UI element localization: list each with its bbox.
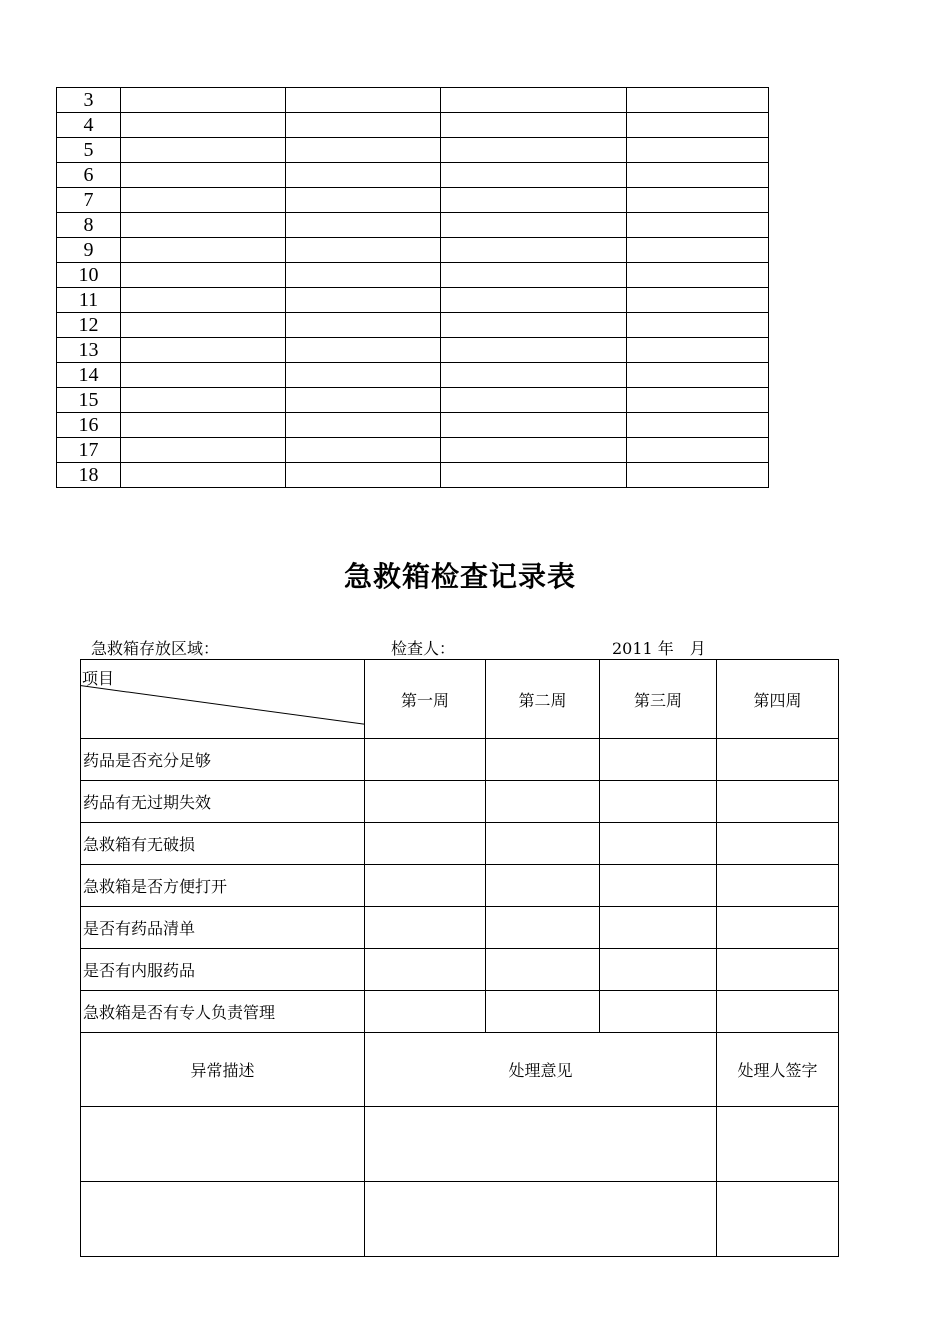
handling-opinion-cell[interactable] bbox=[365, 1107, 717, 1182]
week-3-header: 第三周 bbox=[600, 660, 717, 739]
anomaly-description-header: 异常描述 bbox=[81, 1033, 365, 1107]
blank-cell[interactable] bbox=[286, 188, 441, 213]
check-cell[interactable] bbox=[486, 781, 600, 823]
check-item-label: 是否有内服药品 bbox=[81, 949, 365, 991]
check-item-row bbox=[81, 823, 839, 865]
blank-cell[interactable] bbox=[121, 438, 286, 463]
check-item-row bbox=[81, 739, 839, 781]
check-item-label: 急救箱是否方便打开 bbox=[81, 865, 365, 907]
check-item-row bbox=[81, 865, 839, 907]
blank-cell[interactable] bbox=[121, 388, 286, 413]
check-item-label: 是否有药品清单 bbox=[81, 907, 365, 949]
blank-cell[interactable] bbox=[441, 338, 627, 363]
blank-cell[interactable] bbox=[121, 463, 286, 488]
check-item-row bbox=[81, 991, 839, 1033]
blank-cell[interactable] bbox=[627, 88, 769, 113]
blank-cell[interactable] bbox=[286, 388, 441, 413]
check-cell[interactable] bbox=[600, 949, 717, 991]
check-cell[interactable] bbox=[717, 865, 839, 907]
storage-area-label: 急救箱存放区域： bbox=[91, 639, 220, 658]
numbered-row bbox=[57, 463, 769, 488]
blank-cell[interactable] bbox=[286, 438, 441, 463]
blank-cell[interactable] bbox=[627, 263, 769, 288]
blank-cell[interactable] bbox=[121, 413, 286, 438]
row-number: 9 bbox=[57, 238, 121, 263]
blank-cell[interactable] bbox=[286, 238, 441, 263]
numbered-table bbox=[56, 87, 769, 488]
blank-cell[interactable] bbox=[286, 163, 441, 188]
blank-cell[interactable] bbox=[286, 213, 441, 238]
row-number: 11 bbox=[57, 288, 121, 313]
check-cell[interactable] bbox=[600, 907, 717, 949]
blank-cell[interactable] bbox=[121, 163, 286, 188]
numbered-row bbox=[57, 388, 769, 413]
row-number: 17 bbox=[57, 438, 121, 463]
footer-entry-row bbox=[81, 1182, 839, 1257]
check-cell[interactable] bbox=[486, 949, 600, 991]
check-cell[interactable] bbox=[365, 823, 486, 865]
item-corner-cell bbox=[81, 660, 365, 739]
check-cell[interactable] bbox=[717, 907, 839, 949]
blank-cell[interactable] bbox=[441, 213, 627, 238]
blank-cell[interactable] bbox=[441, 463, 627, 488]
diagonal-line bbox=[81, 660, 364, 738]
blank-cell[interactable] bbox=[627, 313, 769, 338]
numbered-row bbox=[57, 313, 769, 338]
handler-signature-cell[interactable] bbox=[717, 1107, 839, 1182]
check-cell[interactable] bbox=[365, 907, 486, 949]
checklist-table bbox=[80, 659, 839, 1257]
blank-cell[interactable] bbox=[627, 238, 769, 263]
blank-cell[interactable] bbox=[627, 163, 769, 188]
check-cell[interactable] bbox=[365, 781, 486, 823]
blank-cell[interactable] bbox=[121, 113, 286, 138]
blank-cell[interactable] bbox=[286, 263, 441, 288]
blank-cell[interactable] bbox=[441, 88, 627, 113]
blank-cell[interactable] bbox=[627, 388, 769, 413]
check-item-label: 药品是否充分足够 bbox=[81, 739, 365, 781]
check-item-row bbox=[81, 907, 839, 949]
row-number: 7 bbox=[57, 188, 121, 213]
numbered-table-body bbox=[57, 88, 769, 488]
blank-cell[interactable] bbox=[441, 363, 627, 388]
week-1-header: 第一周 bbox=[365, 660, 486, 739]
page-title: 急救箱检查记录表 bbox=[343, 560, 576, 593]
row-number: 12 bbox=[57, 313, 121, 338]
numbered-row bbox=[57, 88, 769, 113]
numbered-row bbox=[57, 263, 769, 288]
row-number: 14 bbox=[57, 363, 121, 388]
blank-cell[interactable] bbox=[286, 88, 441, 113]
row-number: 3 bbox=[57, 88, 121, 113]
blank-cell[interactable] bbox=[441, 288, 627, 313]
blank-cell[interactable] bbox=[286, 113, 441, 138]
blank-cell[interactable] bbox=[627, 363, 769, 388]
handler-signature-header: 处理人签字 bbox=[717, 1033, 839, 1107]
row-number: 18 bbox=[57, 463, 121, 488]
blank-cell[interactable] bbox=[627, 438, 769, 463]
blank-cell[interactable] bbox=[286, 363, 441, 388]
blank-cell[interactable] bbox=[441, 238, 627, 263]
check-cell[interactable] bbox=[486, 907, 600, 949]
numbered-row bbox=[57, 338, 769, 363]
check-cell[interactable] bbox=[365, 991, 486, 1033]
date-label: 2011 年 月 bbox=[612, 639, 706, 658]
blank-cell[interactable] bbox=[121, 238, 286, 263]
blank-cell[interactable] bbox=[121, 313, 286, 338]
blank-cell[interactable] bbox=[441, 388, 627, 413]
check-item-row bbox=[81, 949, 839, 991]
blank-cell[interactable] bbox=[627, 413, 769, 438]
check-cell[interactable] bbox=[600, 991, 717, 1033]
blank-cell[interactable] bbox=[627, 338, 769, 363]
footer-entry-row bbox=[81, 1107, 839, 1182]
blank-cell[interactable] bbox=[627, 213, 769, 238]
check-cell[interactable] bbox=[717, 739, 839, 781]
row-number: 10 bbox=[57, 263, 121, 288]
blank-cell[interactable] bbox=[441, 263, 627, 288]
blank-cell[interactable] bbox=[121, 338, 286, 363]
check-item-label: 急救箱是否有专人负责管理 bbox=[81, 991, 365, 1033]
check-item-label: 急救箱有无破损 bbox=[81, 823, 365, 865]
handler-signature-cell[interactable] bbox=[717, 1182, 839, 1257]
numbered-row bbox=[57, 113, 769, 138]
check-cell[interactable] bbox=[486, 739, 600, 781]
blank-cell[interactable] bbox=[286, 138, 441, 163]
blank-cell[interactable] bbox=[627, 113, 769, 138]
check-cell[interactable] bbox=[600, 781, 717, 823]
item-corner-label: 项目 bbox=[82, 669, 115, 688]
numbered-row bbox=[57, 188, 769, 213]
anomaly-description-cell[interactable] bbox=[81, 1107, 365, 1182]
row-number: 8 bbox=[57, 213, 121, 238]
numbered-row bbox=[57, 413, 769, 438]
footer-header-row bbox=[81, 1033, 839, 1107]
blank-cell[interactable] bbox=[441, 138, 627, 163]
numbered-row bbox=[57, 288, 769, 313]
check-cell[interactable] bbox=[717, 949, 839, 991]
row-number: 15 bbox=[57, 388, 121, 413]
week-4-header: 第四周 bbox=[717, 660, 839, 739]
check-cell[interactable] bbox=[365, 865, 486, 907]
blank-cell[interactable] bbox=[441, 438, 627, 463]
numbered-row bbox=[57, 138, 769, 163]
blank-cell[interactable] bbox=[441, 163, 627, 188]
blank-cell[interactable] bbox=[121, 188, 286, 213]
blank-cell[interactable] bbox=[627, 138, 769, 163]
check-cell[interactable] bbox=[365, 949, 486, 991]
blank-cell[interactable] bbox=[441, 113, 627, 138]
numbered-row bbox=[57, 438, 769, 463]
check-cell[interactable] bbox=[600, 823, 717, 865]
numbered-row bbox=[57, 363, 769, 388]
blank-cell[interactable] bbox=[441, 313, 627, 338]
blank-cell[interactable] bbox=[286, 288, 441, 313]
blank-cell[interactable] bbox=[121, 88, 286, 113]
row-number: 13 bbox=[57, 338, 121, 363]
check-cell[interactable] bbox=[486, 823, 600, 865]
blank-cell[interactable] bbox=[121, 288, 286, 313]
blank-cell[interactable] bbox=[286, 338, 441, 363]
blank-cell[interactable] bbox=[441, 413, 627, 438]
check-cell[interactable] bbox=[717, 823, 839, 865]
blank-cell[interactable] bbox=[286, 463, 441, 488]
checklist-header-row bbox=[81, 660, 839, 739]
blank-cell[interactable] bbox=[121, 138, 286, 163]
row-number: 16 bbox=[57, 413, 121, 438]
blank-cell[interactable] bbox=[627, 188, 769, 213]
blank-cell[interactable] bbox=[627, 463, 769, 488]
check-cell[interactable] bbox=[365, 739, 486, 781]
blank-cell[interactable] bbox=[627, 288, 769, 313]
inspector-label: 检查人： bbox=[391, 639, 456, 658]
row-number: 4 bbox=[57, 113, 121, 138]
blank-cell[interactable] bbox=[286, 413, 441, 438]
check-cell[interactable] bbox=[717, 781, 839, 823]
handling-opinion-header: 处理意见 bbox=[365, 1033, 717, 1107]
blank-cell[interactable] bbox=[121, 263, 286, 288]
check-cell[interactable] bbox=[717, 991, 839, 1033]
blank-cell[interactable] bbox=[121, 213, 286, 238]
numbered-row bbox=[57, 238, 769, 263]
anomaly-description-cell[interactable] bbox=[81, 1182, 365, 1257]
blank-cell[interactable] bbox=[441, 188, 627, 213]
check-item-row bbox=[81, 781, 839, 823]
check-cell[interactable] bbox=[486, 991, 600, 1033]
check-item-label: 药品有无过期失效 bbox=[81, 781, 365, 823]
handling-opinion-cell[interactable] bbox=[365, 1182, 717, 1257]
blank-cell[interactable] bbox=[286, 313, 441, 338]
row-number: 6 bbox=[57, 163, 121, 188]
check-cell[interactable] bbox=[600, 865, 717, 907]
numbered-row bbox=[57, 163, 769, 188]
check-cell[interactable] bbox=[600, 739, 717, 781]
row-number: 5 bbox=[57, 138, 121, 163]
blank-cell[interactable] bbox=[121, 363, 286, 388]
numbered-row bbox=[57, 213, 769, 238]
week-2-header: 第二周 bbox=[486, 660, 600, 739]
check-cell[interactable] bbox=[486, 865, 600, 907]
